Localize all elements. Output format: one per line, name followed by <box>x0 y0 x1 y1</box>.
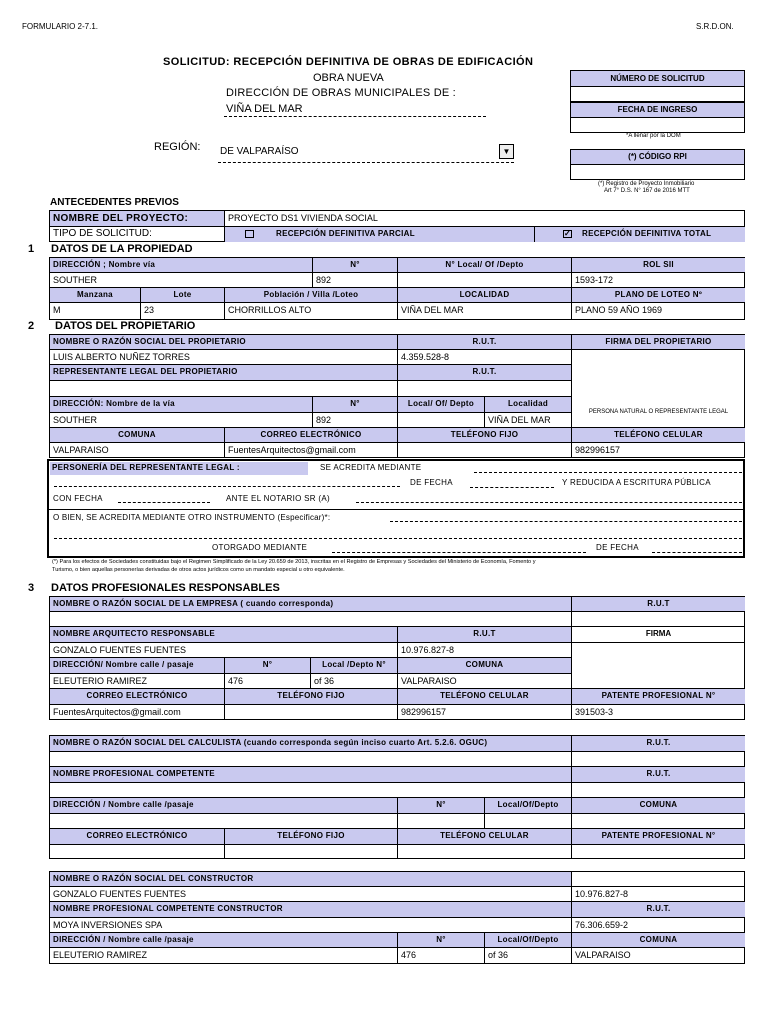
calc-dir[interactable] <box>50 814 398 829</box>
arq-h-fijo: TELÉFONO FIJO <box>225 689 398 705</box>
constructor-table <box>49 871 745 964</box>
arq-h-rut2: R.U.T <box>398 627 572 643</box>
arq-comuna[interactable]: VALPARAISO <box>398 674 572 689</box>
propietario-h-dir: DIRECCIÓN: Nombre de la vía <box>50 397 313 413</box>
propietario-h-nombre: NOMBRE O RAZÓN SOCIAL DEL PROPIETARIO <box>50 335 398 350</box>
personeria-divider <box>49 509 743 510</box>
calc-h-comuna: COMUNA <box>572 798 745 814</box>
constr-prof-rut[interactable]: 76.306.659-2 <box>572 918 745 933</box>
parcial-option[interactable] <box>225 227 535 242</box>
numero-solicitud-header <box>570 70 745 87</box>
propietario-h-correo: CORREO ELECTRÓNICO <box>225 428 398 443</box>
nombre-proyecto-label: NOMBRE DEL PROYECTO: <box>50 211 225 227</box>
rpi-label: (*) CÓDIGO RPI <box>628 152 687 161</box>
arq-h-local: Local /Depto N° <box>311 658 398 674</box>
arq-h-rut: R.U.T <box>572 597 745 612</box>
arq-local[interactable]: of 36 <box>311 674 398 689</box>
calc-patente[interactable] <box>572 845 745 859</box>
propietario-h-fijo: TELÉFONO FIJO <box>398 428 572 443</box>
tipo-solicitud-label: TIPO DE SOLICITUD: <box>50 227 225 242</box>
subtitle-obra-nueva: OBRA NUEVA <box>313 72 384 84</box>
arq-empresa-rut[interactable] <box>572 612 745 627</box>
arq-firma[interactable] <box>572 643 745 689</box>
arq-fijo[interactable] <box>225 705 398 720</box>
form-code: FORMULARIO 2-7.1. <box>22 22 99 31</box>
propietario-rut[interactable]: 4.359.528-8 <box>398 350 572 365</box>
arq-h-comuna: COMUNA <box>398 658 572 674</box>
de-fecha-2-line[interactable] <box>652 552 742 553</box>
arq-h-firma: FIRMA <box>572 627 745 643</box>
calc-nombre[interactable] <box>50 752 572 767</box>
section-2-title: DATOS DEL PROPIETARIO <box>55 320 196 332</box>
propiedad-h-lote: Lote <box>141 288 225 303</box>
propietario-n[interactable]: 892 <box>313 413 398 428</box>
propietario-h-comuna: COMUNA <box>50 428 225 443</box>
parcial-label: RECEPCIÓN DEFINITIVA PARCIAL <box>276 229 415 238</box>
propietario-h-rep: REPRESENTANTE LEGAL DEL PROPIETARIO <box>50 365 398 381</box>
calc-h-n: N° <box>398 798 485 814</box>
constr-h-rut: R.U.T. <box>572 902 745 918</box>
notario-line[interactable] <box>356 502 742 503</box>
calc-prof[interactable] <box>50 783 572 798</box>
arq-h-patente: PATENTE PROFESIONAL N° <box>572 689 745 705</box>
fecha-ingreso-header <box>570 102 745 118</box>
arq-nombre[interactable]: GONZALO FUENTES FUENTES <box>50 643 398 658</box>
section-3-number: 3 <box>28 582 35 594</box>
municipio-line <box>224 116 486 117</box>
propietario-dir[interactable]: SOUTHER <box>50 413 313 428</box>
rpi-note-1: (*) Registro de Proyecto Inmobiliario <box>598 181 695 187</box>
municipio-value[interactable]: VIÑA DEL MAR <box>226 103 303 115</box>
constr-h-prof: NOMBRE PROFESIONAL COMPETENTE CONSTRUCTOR <box>50 902 572 918</box>
arquitecto-table <box>49 596 745 720</box>
arq-h-empresa: NOMBRE O RAZÓN SOCIAL DE LA EMPRESA ( cuando corresponda) <box>50 597 572 612</box>
personeria-de-fecha-2: DE FECHA <box>596 543 639 552</box>
form-sigla: S.R.D.ON. <box>696 22 734 31</box>
total-checkbox[interactable]: ✓ <box>564 228 572 238</box>
calc-h-prof: NOMBRE PROFESIONAL COMPETENTE <box>50 767 572 783</box>
propietario-h-n: N° <box>313 397 398 413</box>
propiedad-h-poblacion: Población / Villa /Loteo <box>225 288 398 303</box>
de-fecha-line[interactable] <box>470 487 554 488</box>
section-2-number: 2 <box>28 320 35 332</box>
arq-n[interactable]: 476 <box>225 674 311 689</box>
constr-prof[interactable]: MOYA INVERSIONES SPA <box>50 918 572 933</box>
calc-h-celular: TELÉFONO CELULAR <box>398 829 572 845</box>
propiedad-h-n: N° <box>313 258 398 273</box>
personeria-otro: O BIEN, SE ACREDITA MEDIANTE OTRO INSTRUMENTO (Especificar)*: <box>53 513 331 522</box>
total-label: RECEPCIÓN DEFINITIVA TOTAL <box>582 229 712 238</box>
propiedad-table <box>49 257 745 320</box>
propiedad-h-local: N° Local/ Of /Depto <box>398 258 572 273</box>
constr-local[interactable]: of 36 <box>485 948 572 964</box>
rpi-field[interactable] <box>570 164 745 180</box>
otro-line-2[interactable] <box>54 538 742 539</box>
section-3-title: DATOS PROFESIONALES RESPONSABLES <box>51 582 280 594</box>
arq-h-dir: DIRECCIÓN/ Nombre calle / pasaje <box>50 658 225 674</box>
calc-h-rut2: R.U.T. <box>572 767 745 783</box>
calc-fijo[interactable] <box>225 845 398 859</box>
calc-n[interactable] <box>398 814 485 829</box>
propietario-correo[interactable]: FuentesArquitectos@gmail.com <box>225 443 398 458</box>
region-value[interactable]: DE VALPARAÍSO <box>220 146 299 157</box>
acredita-line-2[interactable] <box>54 486 400 487</box>
propiedad-h-rol: ROL SII <box>572 258 745 273</box>
propietario-h-celular: TELÉFONO CELULAR <box>572 428 745 443</box>
propiedad-dir[interactable]: SOUTHER <box>50 273 313 288</box>
nombre-proyecto-value[interactable]: PROYECTO DS1 VIVIENDA SOCIAL <box>225 211 745 227</box>
propietario-rep-rut[interactable] <box>398 381 572 397</box>
propietario-table <box>49 334 745 458</box>
constr-dir[interactable]: ELEUTERIO RAMIREZ <box>50 948 398 964</box>
calc-h-correo: CORREO ELECTRÓNICO <box>50 829 225 845</box>
section-1-title: DATOS DE LA PROPIEDAD <box>51 243 193 255</box>
propiedad-localidad[interactable]: VIÑA DEL MAR <box>398 303 572 320</box>
region-line <box>218 162 514 163</box>
form-title: SOLICITUD: RECEPCIÓN DEFINITIVA DE OBRAS DE EDIFICACIÓN <box>163 56 534 68</box>
propietario-localidad[interactable]: VIÑA DEL MAR <box>485 413 572 428</box>
dom-note: *A llenar por la DOM <box>626 133 681 139</box>
propiedad-manzana[interactable]: M <box>50 303 141 320</box>
calc-h-nombre: NOMBRE O RAZÓN SOCIAL DEL CALCULISTA (cuando corresponda según inciso cuarto Art. 5.2.6. OGUC) <box>50 736 572 752</box>
calc-local[interactable] <box>485 814 572 829</box>
personeria-de-fecha: DE FECHA <box>410 478 453 487</box>
otorgado-line[interactable] <box>332 552 586 553</box>
antecedentes-table <box>49 210 745 242</box>
arq-celular[interactable]: 982996157 <box>398 705 572 720</box>
calc-prof-rut[interactable] <box>572 783 745 798</box>
arq-patente[interactable]: 391503-3 <box>575 707 614 717</box>
fecha-ingreso-label: FECHA DE INGRESO <box>617 105 698 114</box>
constr-h-rut-blank <box>572 872 745 887</box>
constr-n[interactable]: 476 <box>398 948 485 964</box>
con-fecha-line[interactable] <box>118 502 210 503</box>
propietario-h-firma: FIRMA DEL PROPIETARIO <box>572 335 745 350</box>
otro-line[interactable] <box>390 521 742 522</box>
constr-h-local: Local/Of/Depto <box>485 933 572 948</box>
numero-solicitud-label: NÚMERO DE SOLICITUD <box>610 74 705 83</box>
propiedad-h-plano: PLANO DE LOTEO Nº <box>572 288 745 303</box>
propietario-h-rut: R.U.T. <box>398 335 572 350</box>
footnote-2: Turismo, o bien aquellas personerías derivadas de otros actos jurídicos como un mandato especial u otro equivalente. <box>52 567 345 573</box>
section-1-number: 1 <box>28 243 35 255</box>
calc-correo[interactable] <box>50 845 225 859</box>
fecha-ingreso-field[interactable] <box>570 117 745 133</box>
propiedad-lote[interactable]: 23 <box>141 303 225 320</box>
region-label: REGIÓN: <box>154 141 201 153</box>
constr-h-nombre: NOMBRE O RAZÓN SOCIAL DEL CONSTRUCTOR <box>50 872 572 887</box>
personeria-label: PERSONERÍA DEL REPRESENTANTE LEGAL : <box>50 462 308 475</box>
propietario-comuna[interactable]: VALPARAISO <box>50 443 225 458</box>
arq-h-nombre: NOMBRE ARQUITECTO RESPONSABLE <box>50 627 398 643</box>
constr-rut[interactable]: 10.976.827-8 <box>572 887 745 902</box>
calc-comuna[interactable] <box>572 814 745 829</box>
arq-h-celular: TELÉFONO CELULAR <box>398 689 572 705</box>
calculista-table <box>49 735 745 859</box>
antecedentes-title: ANTECEDENTES PREVIOS <box>50 197 179 208</box>
total-option[interactable] <box>535 227 745 242</box>
propiedad-plano[interactable]: PLANO 59 AÑO 1969 <box>575 305 663 315</box>
arq-dir[interactable]: ELEUTERIO RAMIREZ <box>50 674 225 689</box>
arq-empresa[interactable] <box>50 612 572 627</box>
personeria-notario: ANTE EL NOTARIO SR (A) <box>226 494 330 503</box>
acredita-line[interactable] <box>474 472 742 473</box>
constr-comuna[interactable]: VALPARAISO <box>575 950 631 960</box>
personeria-con-fecha: CON FECHA <box>53 494 103 503</box>
calc-rut[interactable] <box>572 752 745 767</box>
rpi-header <box>570 149 745 165</box>
parcial-checkbox[interactable] <box>245 230 254 238</box>
propietario-h-localidad: Localidad <box>485 397 572 413</box>
propiedad-h-manzana: Manzana <box>50 288 141 303</box>
calc-celular[interactable] <box>398 845 572 859</box>
arq-rut[interactable]: 10.976.827-8 <box>398 643 572 658</box>
footnote-1: (*) Para los efectos de Sociedades constituidas bajo el Regimen Simplificado de la Ley 20.659 de 2013, inscritas en el Registro de Empresas y Sociedades del Ministerio de Economía, Fomento y <box>52 559 536 565</box>
personeria-reducida: Y REDUCIDA A ESCRITURA PÚBLICA <box>562 478 711 487</box>
propietario-local[interactable] <box>398 413 485 428</box>
propiedad-n[interactable]: 892 <box>313 273 398 288</box>
constr-h-dir: DIRECCIÓN / Nombre calle /pasaje <box>50 933 398 948</box>
calc-h-fijo: TELÉFONO FIJO <box>225 829 398 845</box>
personeria-acredita: SE ACREDITA MEDIANTE <box>320 463 422 472</box>
calc-h-rut: R.U.T. <box>572 736 745 752</box>
calc-h-patente: PATENTE PROFESIONAL N° <box>572 829 745 845</box>
propietario-rep[interactable] <box>50 381 398 397</box>
constr-nombre[interactable]: GONZALO FUENTES FUENTES <box>50 887 572 902</box>
numero-solicitud-field[interactable] <box>570 86 745 102</box>
propietario-firma[interactable]: PERSONA NATURAL O REPRESENTANTE LEGAL <box>572 350 745 428</box>
propietario-fijo[interactable] <box>398 443 572 458</box>
propiedad-h-dir: DIRECCIÓN ; Nombre vía <box>50 258 313 273</box>
arq-correo[interactable]: FuentesArquitectos@gmail.com <box>50 705 225 720</box>
personeria-otorgado: OTORGADO MEDIANTE <box>212 543 308 552</box>
rpi-note-2: Art 7° D.S. N° 167 de 2016 MTT <box>604 188 690 194</box>
propietario-nombre[interactable]: LUIS ALBERTO NUÑEZ TORRES <box>50 350 398 365</box>
propiedad-local[interactable] <box>398 273 572 288</box>
constr-h-n: N° <box>398 933 485 948</box>
propietario-h-local: Local/ Of/ Depto <box>398 397 485 413</box>
propietario-h-rut2: R.U.T. <box>398 365 572 381</box>
arq-h-correo: CORREO ELECTRÓNICO <box>50 689 225 705</box>
propiedad-h-localidad: LOCALIDAD <box>398 288 572 303</box>
propiedad-poblacion[interactable]: CHORRILLOS ALTO <box>225 303 398 320</box>
region-dropdown-icon[interactable]: ▼ <box>499 144 514 159</box>
calc-h-dir: DIRECCIÓN / Nombre calle /pasaje <box>50 798 398 814</box>
calc-h-local: Local/Of/Depto <box>485 798 572 814</box>
constr-h-comuna: COMUNA <box>572 933 745 948</box>
subtitle-dom: DIRECCIÓN DE OBRAS MUNICIPALES DE : <box>226 87 456 99</box>
arq-h-n: N° <box>225 658 311 674</box>
propietario-celular[interactable]: 982996157 <box>575 445 621 455</box>
propiedad-rol[interactable]: 1593-172 <box>572 273 745 288</box>
